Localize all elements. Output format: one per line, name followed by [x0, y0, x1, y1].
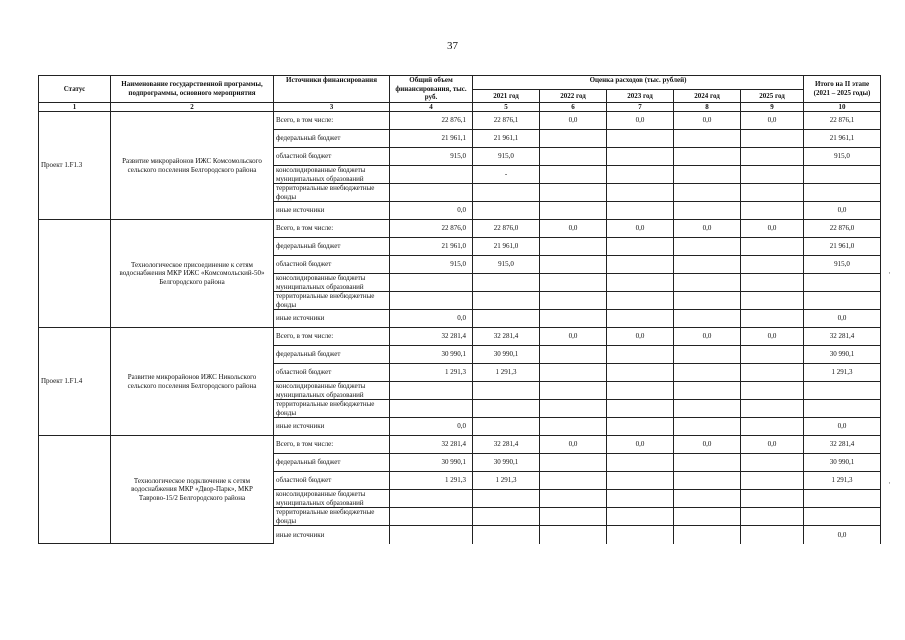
source-cell: территориальные внебюджетные фонды — [274, 400, 390, 418]
value-cell-y2024 — [674, 274, 741, 292]
value-cell-y2024 — [674, 310, 741, 328]
value-cell-stage: 22 876,0 — [804, 220, 881, 238]
value-cell-y2024 — [674, 202, 741, 220]
value-cell-total: 32 281,4 — [390, 436, 473, 454]
value-cell-y2023 — [607, 418, 674, 436]
value-cell-total: 1 291,3 — [390, 364, 473, 382]
source-cell: Всего, в том числе: — [274, 436, 390, 454]
value-cell-y2024 — [674, 166, 741, 184]
value-cell-total: 0,0 — [390, 310, 473, 328]
value-cell-total — [390, 292, 473, 310]
value-cell-total — [390, 184, 473, 202]
page-number: 37 — [447, 40, 458, 52]
value-cell-y2022 — [540, 130, 607, 148]
value-cell-y2024: 0,0 — [674, 328, 741, 346]
value-cell-y2025 — [741, 238, 804, 256]
value-cell-y2021 — [473, 292, 540, 310]
value-cell-y2023: 0,0 — [607, 328, 674, 346]
value-cell-y2021 — [473, 400, 540, 418]
value-cell-total: 32 281,4 — [390, 328, 473, 346]
value-cell-stage: 0,0 — [804, 418, 881, 436]
value-cell-y2022 — [540, 202, 607, 220]
value-cell-y2024 — [674, 130, 741, 148]
header-stage-total: Итого на II этапе (2021 – 2025 годы) — [804, 76, 881, 103]
value-cell-y2025 — [741, 382, 804, 400]
value-cell-y2023 — [607, 310, 674, 328]
value-cell-y2022 — [540, 472, 607, 490]
value-cell-y2024 — [674, 508, 741, 526]
value-cell-y2024 — [674, 364, 741, 382]
value-cell-stage: 1 291,3 — [804, 472, 881, 490]
value-cell-y2023 — [607, 346, 674, 364]
edge-mark: · — [888, 268, 891, 278]
header-estimate: Оценка расходов (тыс. рублей) — [473, 76, 804, 90]
header-sources: Источники финансирования — [274, 76, 390, 103]
value-cell-y2024 — [674, 418, 741, 436]
header-status: Статус — [39, 76, 111, 103]
value-cell-y2024 — [674, 490, 741, 508]
header-year-2025: 2025 год — [741, 90, 804, 102]
value-cell-y2024 — [674, 256, 741, 274]
value-cell-total — [390, 526, 473, 544]
value-cell-stage — [804, 490, 881, 508]
value-cell-y2023 — [607, 508, 674, 526]
value-cell-total: 22 876,1 — [390, 112, 473, 130]
financing-table — [38, 75, 881, 544]
value-cell-y2022: 0,0 — [540, 328, 607, 346]
value-cell-total — [390, 508, 473, 526]
source-cell: иные источники — [274, 310, 390, 328]
value-cell-y2025 — [741, 454, 804, 472]
value-cell-y2021 — [473, 184, 540, 202]
value-cell-y2022: 0,0 — [540, 436, 607, 454]
value-cell-y2021 — [473, 274, 540, 292]
value-cell-total: 30 990,1 — [390, 454, 473, 472]
value-cell-y2022 — [540, 454, 607, 472]
header-year-2023: 2023 год — [607, 90, 674, 102]
table-row — [39, 328, 881, 346]
value-cell-y2021 — [473, 382, 540, 400]
value-cell-y2024 — [674, 148, 741, 166]
value-cell-y2024 — [674, 526, 741, 544]
value-cell-y2022 — [540, 256, 607, 274]
value-cell-y2022 — [540, 400, 607, 418]
status-cell: Проект 1.F1.4 — [39, 328, 111, 436]
value-cell-y2025 — [741, 472, 804, 490]
value-cell-stage — [804, 274, 881, 292]
header-year-2024: 2024 год — [674, 90, 741, 102]
col-number: 6 — [540, 102, 607, 112]
value-cell-stage: 30 990,1 — [804, 454, 881, 472]
source-cell: консолидированные бюджеты муниципальных образований — [274, 490, 390, 508]
source-cell: консолидированные бюджеты муниципальных образований — [274, 274, 390, 292]
value-cell-y2023 — [607, 292, 674, 310]
value-cell-y2024 — [674, 400, 741, 418]
value-cell-y2021: 1 291,3 — [473, 472, 540, 490]
col-number: 5 — [473, 102, 540, 112]
col-number: 1 — [39, 102, 111, 112]
value-cell-y2025 — [741, 400, 804, 418]
value-cell-y2022 — [540, 184, 607, 202]
value-cell-y2025: 0,0 — [741, 328, 804, 346]
value-cell-total: 21 961,1 — [390, 130, 473, 148]
value-cell-y2023 — [607, 472, 674, 490]
value-cell-total: 30 990,1 — [390, 346, 473, 364]
value-cell-y2025 — [741, 184, 804, 202]
source-cell: федеральный бюджет — [274, 130, 390, 148]
source-cell: территориальные внебюджетные фонды — [274, 184, 390, 202]
source-cell: федеральный бюджет — [274, 454, 390, 472]
table-body — [39, 112, 881, 544]
value-cell-y2024 — [674, 346, 741, 364]
source-cell: федеральный бюджет — [274, 346, 390, 364]
value-cell-y2021: 915,0 — [473, 256, 540, 274]
table-row — [39, 220, 881, 238]
source-cell: областной бюджет — [274, 256, 390, 274]
value-cell-y2021: - — [473, 166, 540, 184]
value-cell-stage: 21 961,0 — [804, 238, 881, 256]
col-number: 9 — [741, 102, 804, 112]
value-cell-stage: 0,0 — [804, 526, 881, 544]
value-cell-y2022 — [540, 490, 607, 508]
value-cell-total: 1 291,3 — [390, 472, 473, 490]
value-cell-stage: 0,0 — [804, 310, 881, 328]
value-cell-total: 0,0 — [390, 202, 473, 220]
source-cell: консолидированные бюджеты муниципальных образований — [274, 166, 390, 184]
value-cell-total: 915,0 — [390, 256, 473, 274]
value-cell-y2021 — [473, 418, 540, 436]
value-cell-y2022 — [540, 274, 607, 292]
value-cell-total — [390, 490, 473, 508]
value-cell-y2023 — [607, 382, 674, 400]
col-number: 8 — [674, 102, 741, 112]
value-cell-stage — [804, 184, 881, 202]
program-name-cell: Технологическое подключение к сетям водоснабжения МКР «Двор-Парк», МКР Таврово-15/2 Белгородского района — [111, 436, 274, 544]
source-cell: территориальные внебюджетные фонды — [274, 292, 390, 310]
value-cell-total — [390, 382, 473, 400]
value-cell-stage — [804, 382, 881, 400]
status-cell: Проект 1.F1.3 — [39, 112, 111, 220]
value-cell-y2025 — [741, 202, 804, 220]
value-cell-y2024 — [674, 184, 741, 202]
value-cell-y2025 — [741, 490, 804, 508]
value-cell-stage: 32 281,4 — [804, 328, 881, 346]
source-cell: Всего, в том числе: — [274, 112, 390, 130]
source-cell: консолидированные бюджеты муниципальных образований — [274, 382, 390, 400]
value-cell-y2024 — [674, 454, 741, 472]
value-cell-y2024: 0,0 — [674, 112, 741, 130]
source-cell: Всего, в том числе: — [274, 220, 390, 238]
value-cell-y2021: 21 961,0 — [473, 238, 540, 256]
edge-mark: · — [888, 478, 891, 488]
source-cell: иные источники — [274, 202, 390, 220]
value-cell-y2023: 0,0 — [607, 220, 674, 238]
col-number: 4 — [390, 102, 473, 112]
value-cell-y2022 — [540, 364, 607, 382]
value-cell-stage — [804, 508, 881, 526]
source-cell: Всего, в том числе: — [274, 328, 390, 346]
value-cell-y2023 — [607, 148, 674, 166]
value-cell-y2025 — [741, 166, 804, 184]
value-cell-y2021: 915,0 — [473, 148, 540, 166]
value-cell-y2024: 0,0 — [674, 220, 741, 238]
header-year-2022: 2022 год — [540, 90, 607, 102]
col-number: 10 — [804, 102, 881, 112]
value-cell-stage — [804, 166, 881, 184]
value-cell-y2022 — [540, 310, 607, 328]
value-cell-y2025 — [741, 508, 804, 526]
source-cell: областной бюджет — [274, 472, 390, 490]
value-cell-y2023 — [607, 454, 674, 472]
value-cell-y2021 — [473, 310, 540, 328]
value-cell-y2022 — [540, 346, 607, 364]
value-cell-y2022 — [540, 526, 607, 544]
value-cell-total: 21 961,0 — [390, 238, 473, 256]
source-cell: иные источники — [274, 418, 390, 436]
value-cell-y2021 — [473, 526, 540, 544]
col-number: 2 — [111, 102, 274, 112]
value-cell-y2023 — [607, 130, 674, 148]
value-cell-y2023 — [607, 400, 674, 418]
source-cell: областной бюджет — [274, 148, 390, 166]
source-cell: федеральный бюджет — [274, 238, 390, 256]
value-cell-y2025 — [741, 364, 804, 382]
source-cell: областной бюджет — [274, 364, 390, 382]
value-cell-y2025 — [741, 130, 804, 148]
value-cell-y2022 — [540, 166, 607, 184]
value-cell-y2025 — [741, 148, 804, 166]
col-number: 3 — [274, 102, 390, 112]
value-cell-y2023 — [607, 166, 674, 184]
value-cell-y2025: 0,0 — [741, 436, 804, 454]
value-cell-y2025 — [741, 310, 804, 328]
status-cell — [39, 436, 111, 544]
status-cell — [39, 220, 111, 328]
value-cell-y2025: 0,0 — [741, 220, 804, 238]
value-cell-stage: 915,0 — [804, 256, 881, 274]
value-cell-total: 915,0 — [390, 148, 473, 166]
value-cell-y2025 — [741, 418, 804, 436]
value-cell-y2025 — [741, 346, 804, 364]
value-cell-y2021: 32 281,4 — [473, 328, 540, 346]
value-cell-y2025: 0,0 — [741, 112, 804, 130]
value-cell-y2023 — [607, 490, 674, 508]
value-cell-stage: 915,0 — [804, 148, 881, 166]
value-cell-y2025 — [741, 274, 804, 292]
value-cell-y2023 — [607, 274, 674, 292]
value-cell-y2021 — [473, 202, 540, 220]
value-cell-total: 22 876,0 — [390, 220, 473, 238]
value-cell-y2023 — [607, 202, 674, 220]
value-cell-y2021: 32 281,4 — [473, 436, 540, 454]
value-cell-y2025 — [741, 526, 804, 544]
value-cell-y2023 — [607, 364, 674, 382]
value-cell-y2022 — [540, 238, 607, 256]
value-cell-y2024: 0,0 — [674, 436, 741, 454]
value-cell-y2022: 0,0 — [540, 220, 607, 238]
value-cell-total — [390, 274, 473, 292]
value-cell-y2021 — [473, 490, 540, 508]
value-cell-stage: 0,0 — [804, 202, 881, 220]
value-cell-y2022: 0,0 — [540, 112, 607, 130]
value-cell-stage: 30 990,1 — [804, 346, 881, 364]
source-cell: иные источники — [274, 526, 390, 544]
value-cell-y2021 — [473, 508, 540, 526]
header-total: Общий объем финансирования, тыс. руб. — [390, 76, 473, 103]
header-year-2021: 2021 год — [473, 90, 540, 102]
value-cell-stage: 1 291,3 — [804, 364, 881, 382]
col-number: 7 — [607, 102, 674, 112]
value-cell-y2023 — [607, 256, 674, 274]
value-cell-stage — [804, 292, 881, 310]
value-cell-y2024 — [674, 238, 741, 256]
value-cell-total: 0,0 — [390, 418, 473, 436]
value-cell-y2022 — [540, 418, 607, 436]
value-cell-y2021: 30 990,1 — [473, 346, 540, 364]
table-row — [39, 436, 881, 454]
source-cell: территориальные внебюджетные фонды — [274, 508, 390, 526]
value-cell-y2022 — [540, 292, 607, 310]
value-cell-y2022 — [540, 148, 607, 166]
program-name-cell: Развитие микрорайонов ИЖС Никольского сельского поселения Белгородского района — [111, 328, 274, 436]
value-cell-total — [390, 400, 473, 418]
value-cell-y2023 — [607, 526, 674, 544]
value-cell-stage: 21 961,1 — [804, 130, 881, 148]
value-cell-y2023 — [607, 238, 674, 256]
value-cell-y2022 — [540, 508, 607, 526]
table-row — [39, 112, 881, 130]
value-cell-y2021: 22 876,1 — [473, 112, 540, 130]
header-name: Наименование государственной программы, подпрограммы, основного мероприятия — [111, 76, 274, 103]
value-cell-y2023 — [607, 184, 674, 202]
value-cell-y2024 — [674, 472, 741, 490]
value-cell-y2021: 30 990,1 — [473, 454, 540, 472]
value-cell-y2023: 0,0 — [607, 112, 674, 130]
value-cell-y2024 — [674, 292, 741, 310]
program-name-cell: Развитие микрорайонов ИЖС Комсомольского сельского поселения Белгородского района — [111, 112, 274, 220]
program-name-cell: Технологическое присоединение к сетям водоснабжения МКР ИЖС «Комсомольский-50» Белгородского района — [111, 220, 274, 328]
value-cell-y2021: 21 961,1 — [473, 130, 540, 148]
value-cell-y2021: 1 291,3 — [473, 364, 540, 382]
value-cell-y2024 — [674, 382, 741, 400]
value-cell-y2022 — [540, 382, 607, 400]
value-cell-stage: 32 281,4 — [804, 436, 881, 454]
value-cell-y2021: 22 876,0 — [473, 220, 540, 238]
value-cell-stage — [804, 400, 881, 418]
value-cell-y2025 — [741, 256, 804, 274]
value-cell-y2025 — [741, 292, 804, 310]
value-cell-y2023: 0,0 — [607, 436, 674, 454]
value-cell-stage: 22 876,1 — [804, 112, 881, 130]
value-cell-total — [390, 166, 473, 184]
